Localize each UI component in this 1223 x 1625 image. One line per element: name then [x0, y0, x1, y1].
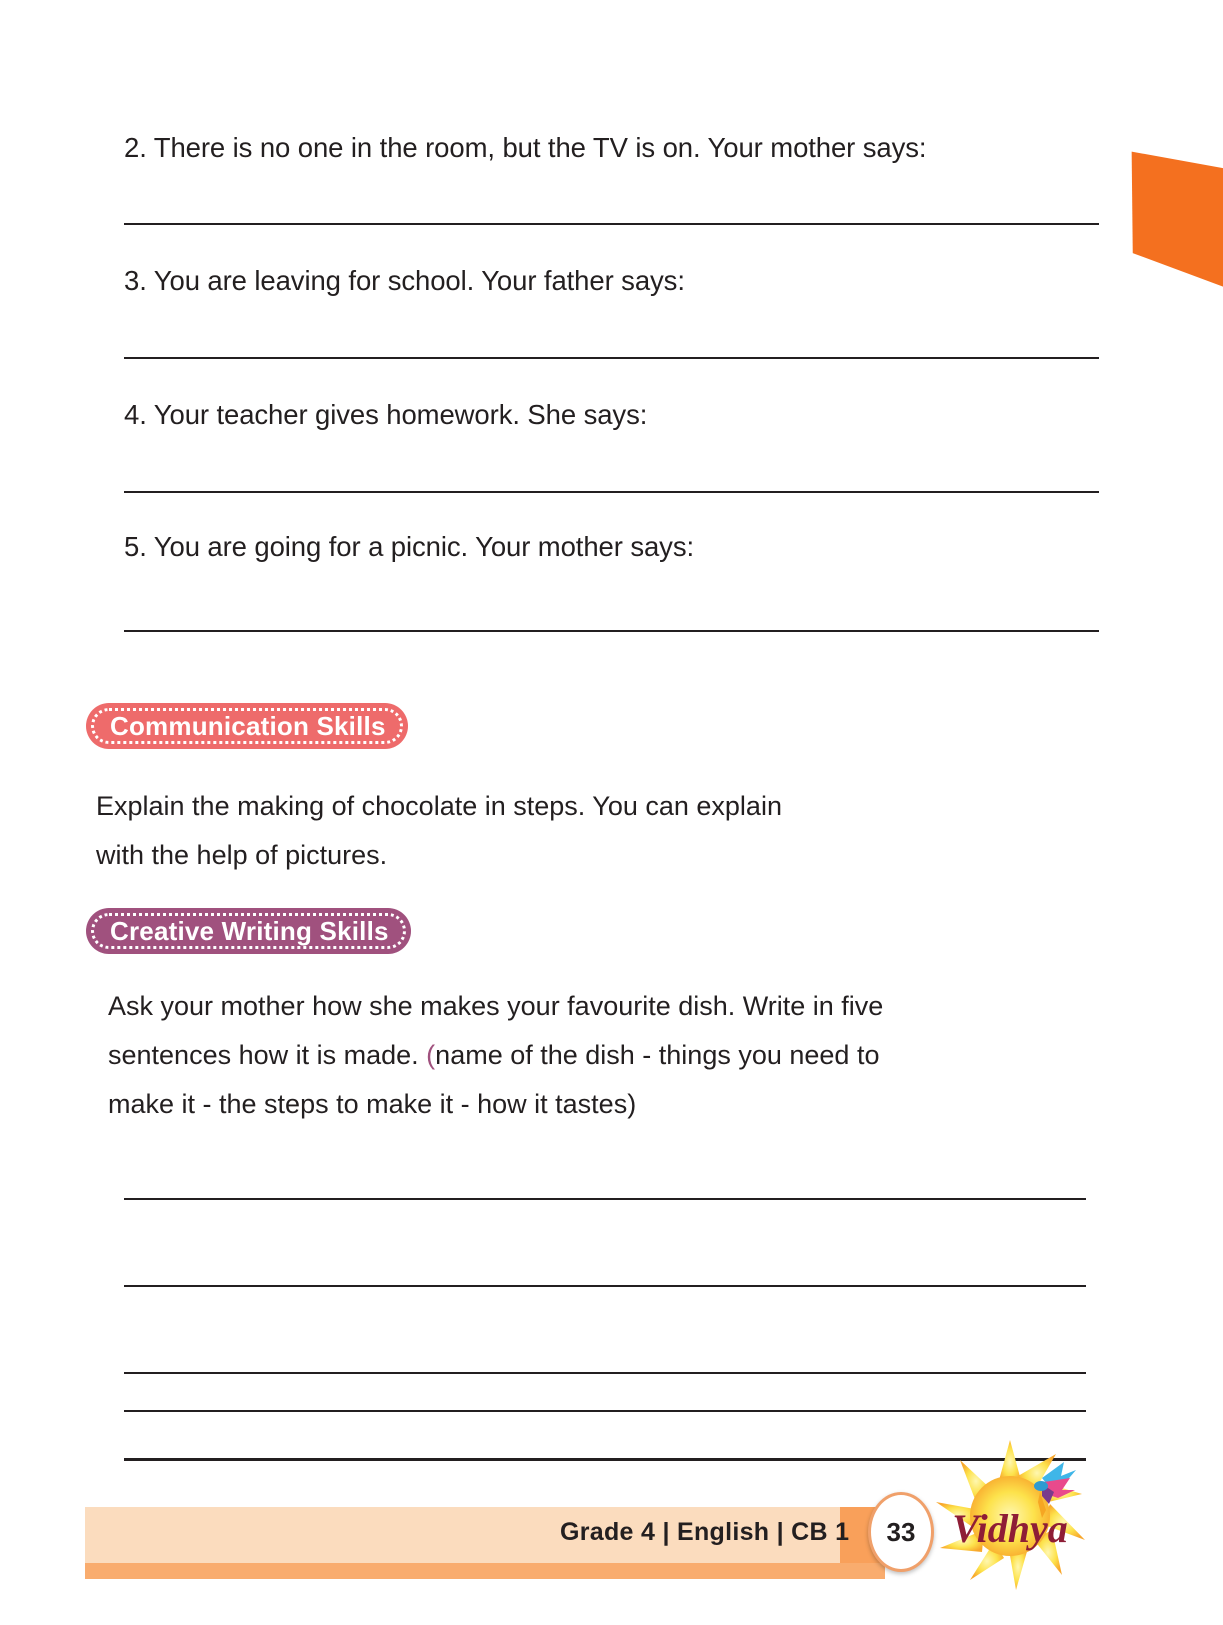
- question-item-4: [124, 399, 1099, 431]
- writing-line[interactable]: [124, 1410, 1086, 1412]
- question-text: 2. There is no one in the room, but the TV is on. Your mother says:: [124, 132, 927, 163]
- answer-line[interactable]: [124, 491, 1099, 493]
- answer-line[interactable]: [124, 223, 1099, 225]
- answer-line[interactable]: [124, 630, 1099, 632]
- instruction-text: sentences how it is made.: [108, 1040, 427, 1070]
- vidhya-brand-logo: [930, 1432, 1090, 1597]
- question-item-2: [124, 132, 1099, 164]
- question-text: 5. You are going for a picnic. Your mother says:: [124, 531, 695, 562]
- section-badge-communication-skills: [86, 703, 408, 749]
- instruction-line: Explain the making of chocolate in steps. You can explain: [96, 791, 782, 821]
- section-badge-creative-writing-skills: [86, 908, 411, 954]
- question-text: 4. Your teacher gives homework. She says:: [124, 399, 648, 430]
- instruction-line: make it - the steps to make it - how it tastes): [108, 1089, 637, 1119]
- instruction-line: with the help of pictures.: [96, 840, 388, 870]
- brand-wordmark: Vidhya: [952, 1506, 1068, 1551]
- footer-breadcrumb: Grade 4 | English | CB 1: [560, 1518, 850, 1546]
- answer-line[interactable]: [124, 357, 1099, 359]
- instruction-line: Ask your mother how she makes your favourite dish. Write in five: [108, 991, 884, 1021]
- question-text: 3. You are leaving for school. Your father says:: [124, 265, 685, 296]
- writing-line[interactable]: [124, 1285, 1086, 1287]
- writing-line[interactable]: [124, 1198, 1086, 1200]
- instruction-text: name of the dish - things you need to: [435, 1040, 880, 1070]
- badge-label: Creative Writing Skills: [110, 915, 389, 946]
- badge-label: Communication Skills: [110, 710, 386, 741]
- writing-line[interactable]: [124, 1372, 1086, 1374]
- accent-parenthesis: (: [426, 1040, 436, 1070]
- footer-band-dark: [85, 1563, 885, 1579]
- communication-skills-instructions: [96, 782, 996, 880]
- question-item-5: [124, 531, 1099, 563]
- question-item-3: [124, 265, 1099, 297]
- page-number-badge: [868, 1492, 934, 1572]
- creative-writing-skills-instructions: [108, 982, 1008, 1129]
- instruction-line: [108, 1031, 1008, 1080]
- page-number-value: 33: [886, 1516, 916, 1547]
- orange-corner-flag-decoration: [1130, 148, 1223, 293]
